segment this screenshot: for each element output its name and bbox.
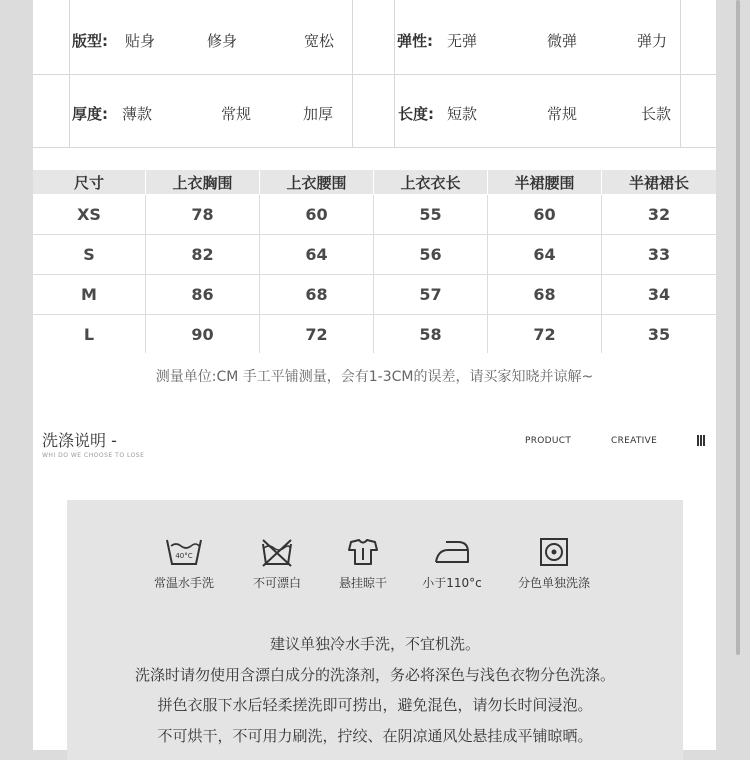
fit-option: 贴身	[125, 32, 156, 50]
table-cell: 68	[488, 275, 602, 314]
table-header-cell: 上衣衣长	[374, 170, 488, 194]
table-cell: 60	[260, 195, 374, 234]
table-cell: 72	[260, 315, 374, 353]
care-item	[402, 536, 502, 591]
length-option: 短款	[447, 105, 478, 123]
table-cell: 64	[260, 235, 374, 274]
grid-divider	[680, 0, 681, 148]
thickness-option: 薄款	[122, 105, 153, 123]
table-cell: M	[33, 275, 146, 314]
elasticity-option: 无弹	[447, 32, 478, 50]
table-cell: XS	[33, 195, 146, 234]
table-cell: 68	[260, 275, 374, 314]
hand-wash-icon	[164, 536, 204, 568]
table-cell: 60	[488, 195, 602, 234]
table-cell: 55	[374, 195, 488, 234]
length-label: 长度:	[398, 105, 434, 123]
table-row	[33, 235, 716, 275]
table-cell: 35	[647, 324, 671, 344]
table-cell: L	[33, 315, 146, 353]
table-header-cell: 尺寸	[33, 170, 146, 194]
table-row	[33, 195, 716, 235]
scrollbar[interactable]	[736, 0, 740, 655]
grid-divider	[33, 147, 716, 148]
table-cell: 33	[647, 245, 671, 264]
iron-icon	[432, 536, 472, 568]
table-cell: 72	[488, 315, 602, 353]
table-cell: 32	[647, 205, 671, 224]
fit-label: 版型:	[72, 32, 108, 50]
product-detail-page	[33, 0, 716, 750]
care-item	[134, 536, 234, 591]
table-cell: 56	[374, 235, 488, 274]
table-header-cell: 半裙腰围	[488, 170, 602, 194]
table-cell: 86	[146, 275, 260, 314]
table-header-cell: 上衣腰围	[260, 170, 374, 194]
nav-product-link[interactable]: PRODUCT	[525, 436, 572, 446]
table-cell: 57	[374, 275, 488, 314]
care-item	[313, 536, 413, 591]
fit-option: 修身	[207, 32, 238, 50]
menu-icon[interactable]	[697, 435, 705, 446]
table-cell: 78	[146, 195, 260, 234]
measure-note: 测量单位:CM 手工平铺测量，会有1-3CM的误差，请买家知晓并谅解~	[155, 369, 594, 385]
elasticity-label: 弹性:	[397, 32, 433, 50]
thickness-option: 常规	[221, 105, 252, 123]
table-row	[33, 315, 716, 353]
grid-divider	[352, 0, 353, 148]
instruction-line: 洗涤时请勿使用含漂白成分的洗涤剂，务必将深色与浅色衣物分色洗涤。	[134, 666, 615, 684]
grid-divider	[69, 0, 70, 148]
care-label: 悬挂晾干	[338, 576, 387, 590]
grid-divider	[394, 0, 395, 148]
table-cell: S	[33, 235, 146, 274]
table-cell: 90	[146, 315, 260, 353]
care-item	[504, 536, 604, 591]
care-label: 不可漂白	[252, 576, 301, 590]
nav-creative-link[interactable]: CREATIVE	[611, 436, 658, 446]
table-cell: 64	[488, 235, 602, 274]
length-option: 常规	[547, 105, 578, 123]
table-header-cell: 上衣胸围	[146, 170, 260, 194]
care-instructions-box	[67, 500, 683, 760]
care-label: 小于110°c	[422, 576, 482, 590]
length-option: 长款	[641, 105, 672, 123]
table-header-cell: 半裙裙长	[628, 173, 689, 192]
elasticity-option: 弹力	[637, 32, 668, 50]
instruction-line: 拼色衣服下水后轻柔搓洗即可捞出，避免混色，请勿长时间浸泡。	[157, 696, 593, 714]
attribute-grid	[33, 0, 716, 148]
table-cell: 58	[374, 315, 488, 353]
care-label: 常温水手洗	[153, 576, 214, 590]
table-cell: 34	[647, 285, 671, 304]
hang-dry-icon	[343, 536, 383, 568]
thickness-label: 厚度:	[72, 105, 108, 123]
grid-divider	[33, 74, 716, 75]
instruction-line: 建议单独冷水手洗，不宜机洗。	[269, 635, 480, 653]
hand-wash-temp: 40°C	[175, 552, 193, 560]
fit-option: 宽松	[304, 32, 335, 50]
care-label: 分色单独洗涤	[517, 576, 590, 590]
table-cell: 82	[146, 235, 260, 274]
table-header-row	[33, 170, 716, 194]
table-row	[33, 275, 716, 315]
dry-clean-icon	[534, 536, 574, 568]
thickness-option: 加厚	[303, 105, 334, 123]
wash-section-subtitle: WHI DO WE CHOOSE TO LOSE	[42, 452, 145, 459]
elasticity-option: 微弹	[547, 32, 578, 50]
wash-section-title: 洗涤说明 -	[42, 431, 117, 450]
instruction-line: 不可烘干，不可用力刷洗，拧绞、在阴凉通风处悬挂成平铺晾晒。	[157, 727, 593, 745]
care-item	[227, 536, 327, 591]
no-bleach-icon	[257, 536, 297, 568]
